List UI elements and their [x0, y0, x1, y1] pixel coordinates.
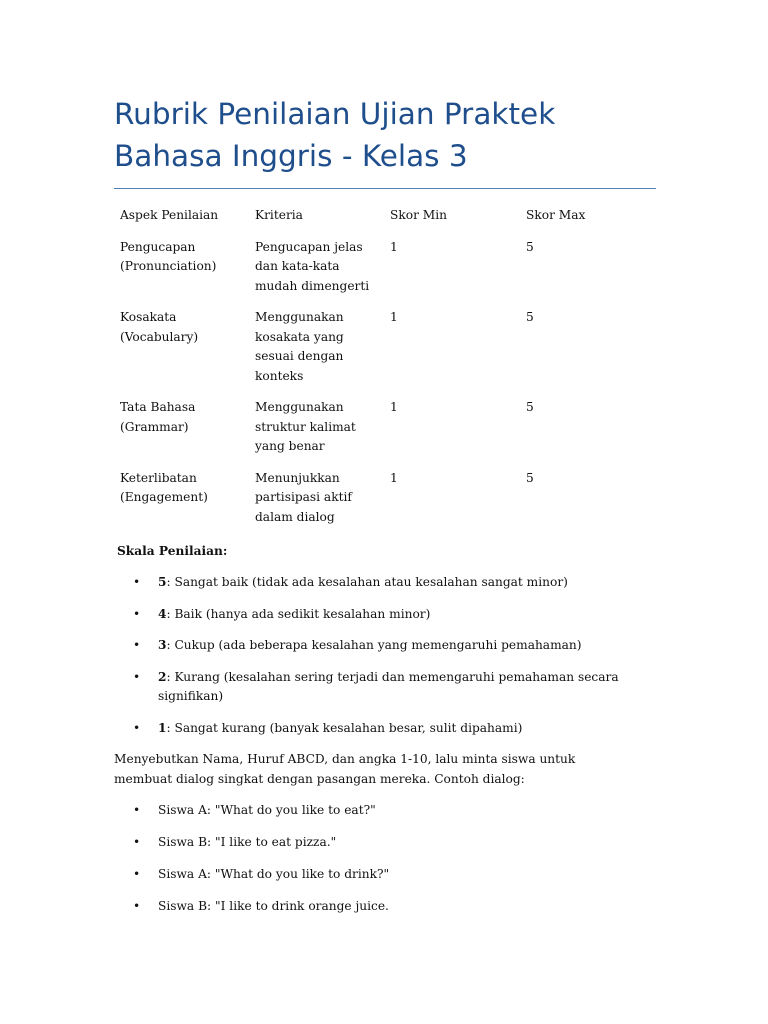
- list-item: [114, 573, 656, 593]
- table-cell-score-min: 1: [390, 400, 398, 414]
- table-header-row: [114, 206, 656, 238]
- table-cell-criteria: Menggunakan struktur kalimat yang benar: [255, 400, 356, 453]
- bullet-icon: •: [133, 606, 141, 621]
- instructions-paragraph: Menyebutkan Nama, Huruf ABCD, dan angka 1-10, lalu minta siswa untuk membuat dialog singkat dengan pasangan mereka. Contoh dialog:: [114, 752, 576, 786]
- list-item: [114, 897, 656, 917]
- document-page: [114, 0, 656, 929]
- bullet-icon: •: [133, 669, 141, 684]
- table-cell-aspect: Pengucapan (Pronunciation): [120, 239, 217, 273]
- table-cell-score-min: 1: [390, 239, 398, 254]
- table-row: [114, 398, 656, 469]
- bullet-icon: •: [133, 638, 141, 652]
- list-item: [114, 605, 656, 625]
- column-header-criteria: Kriteria: [255, 208, 303, 222]
- list-item: [114, 719, 656, 739]
- scale-score: 2: [158, 669, 167, 684]
- scale-description: : Kurang (kesalahan sering terjadi dan memengaruhi pemahaman secara signifikan): [158, 669, 619, 703]
- list-item: [114, 833, 656, 853]
- scale-heading: Skala Penilaian:: [117, 544, 228, 558]
- column-header-aspect: Aspek Penilaian: [120, 208, 219, 222]
- scale-description: : Cukup (ada beberapa kesalahan yang memengaruhi pemahaman): [166, 638, 582, 652]
- table-cell-score-max: 5: [526, 239, 534, 254]
- bullet-icon: •: [133, 803, 141, 817]
- dialog-line: Siswa B: "I like to eat pizza.": [158, 835, 337, 849]
- bullet-icon: •: [133, 720, 141, 735]
- scale-score: 5: [158, 575, 167, 589]
- bullet-icon: •: [133, 899, 141, 913]
- table-cell-criteria: Menunjukkan partisipasi aktif dalam dialog: [255, 470, 352, 524]
- document-title: Rubrik Penilaian Ujian Praktek Bahasa Inggris - Kelas 3: [114, 97, 556, 173]
- rubric-table: [114, 206, 656, 539]
- scale-score: 1: [158, 720, 167, 735]
- title-divider: [114, 188, 656, 189]
- table-row: [114, 469, 656, 540]
- table-cell-criteria: Pengucapan jelas dan kata-kata mudah dimengerti: [255, 239, 370, 293]
- dialog-list: [114, 801, 656, 917]
- table-row: [114, 238, 656, 309]
- table-cell-score-min: 1: [390, 470, 398, 485]
- scale-score: 4: [158, 606, 167, 621]
- bullet-icon: •: [133, 835, 141, 849]
- bullet-icon: •: [133, 575, 141, 589]
- table-cell-score-min: 1: [390, 310, 398, 324]
- scale-description: : Baik (hanya ada sedikit kesalahan minor): [166, 606, 431, 621]
- scale-list: [114, 573, 656, 738]
- table-cell-criteria: Menggunakan kosakata yang sesuai dengan konteks: [255, 310, 344, 383]
- list-item: [114, 801, 656, 821]
- table-row: [114, 308, 656, 398]
- scale-description: : Sangat baik (tidak ada kesalahan atau kesalahan sangat minor): [166, 575, 568, 589]
- table-cell-aspect: Keterlibatan (Engagement): [120, 470, 208, 504]
- dialog-line: Siswa A: "What do you like to eat?": [158, 803, 376, 817]
- table-cell-score-max: 5: [526, 400, 534, 414]
- table-cell-aspect: Kosakata (Vocabulary): [120, 310, 199, 344]
- list-item: [114, 636, 656, 656]
- column-header-score-max: Skor Max: [526, 208, 586, 222]
- bullet-icon: •: [133, 867, 141, 881]
- scale-description: : Sangat kurang (banyak kesalahan besar, sulit dipahami): [166, 720, 523, 735]
- scale-score: 3: [158, 638, 167, 652]
- table-cell-score-max: 5: [526, 310, 534, 324]
- table-cell-aspect: Tata Bahasa (Grammar): [120, 400, 196, 434]
- list-item: [114, 668, 656, 707]
- column-header-score-min: Skor Min: [390, 208, 447, 222]
- table-cell-score-max: 5: [526, 470, 534, 485]
- list-item: [114, 865, 656, 885]
- dialog-line: Siswa B: "I like to drink orange juice.: [158, 899, 389, 913]
- dialog-line: Siswa A: "What do you like to drink?": [158, 867, 390, 881]
